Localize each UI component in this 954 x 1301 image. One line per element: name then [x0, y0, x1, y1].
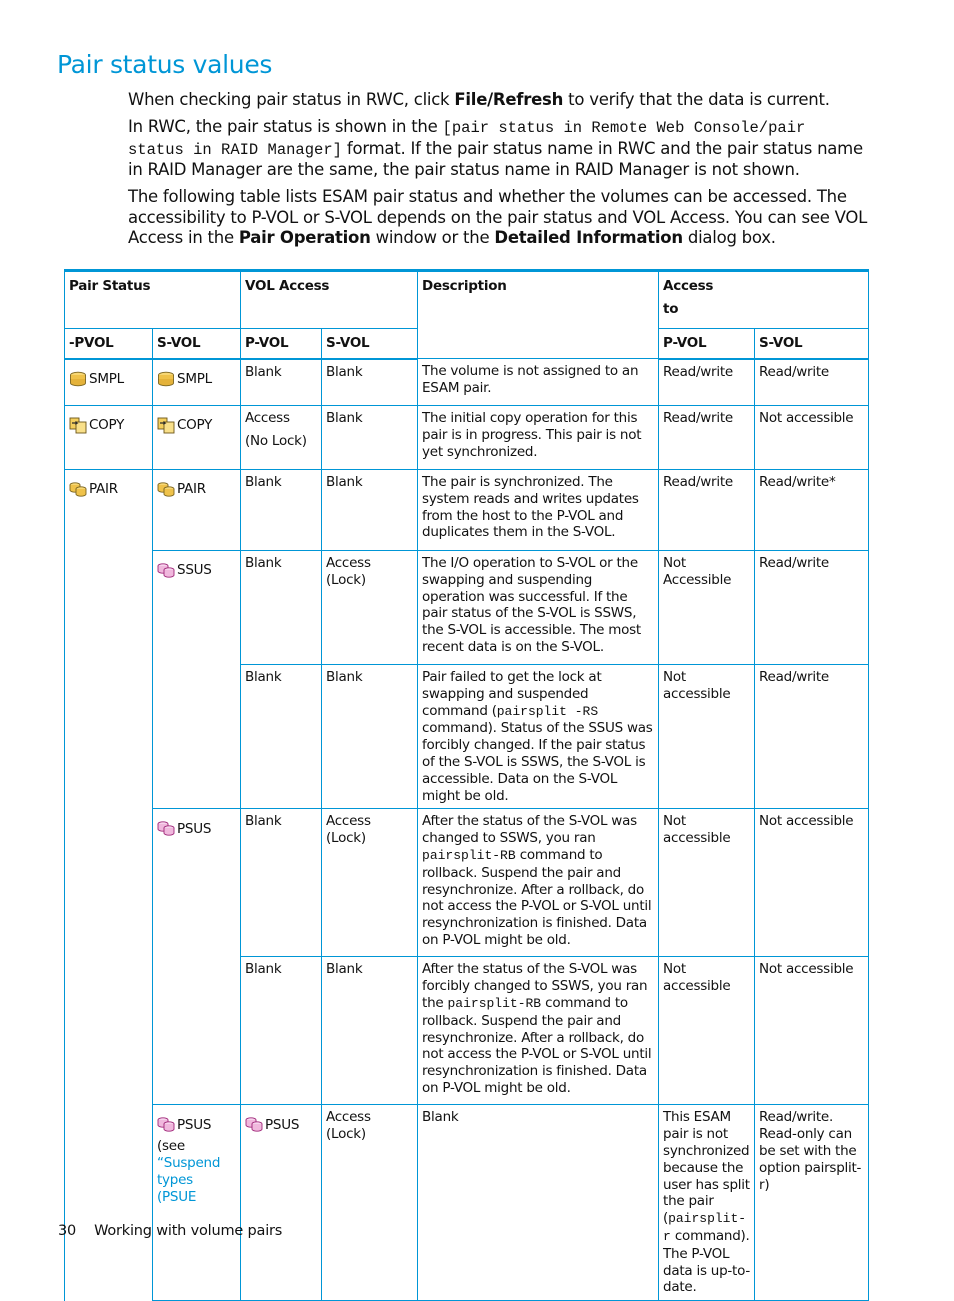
text: When checking pair status in RWC, click	[128, 90, 455, 109]
disk-copy-arrow-icon	[157, 417, 175, 434]
cell-access-svol: Read/write	[755, 551, 869, 665]
cell-access-pvol: Read/write. Read-only can be set with the option pairsplit-r)	[755, 1105, 869, 1301]
header-pair-status: Pair Status	[65, 271, 241, 329]
status-label: SSUS	[177, 562, 212, 579]
cell-access-pvol: Not accessible	[659, 809, 755, 957]
text: After the status of the S-VOL was forcibly changed to SSWS, you ran the	[422, 961, 648, 1011]
header-access-line1: Access	[663, 278, 714, 294]
suspend-types-link[interactable]: “Suspend types (PSUE	[157, 1154, 221, 1205]
status-label: COPY	[177, 417, 213, 434]
status-label: PSUS	[265, 1116, 300, 1133]
cell-svol-status	[153, 470, 241, 551]
cell-vol-access-svol: Blank	[418, 1105, 659, 1301]
table-row	[65, 551, 869, 665]
inline-code: [pair status in Remote Web Console/pair status in RAID Manager]	[128, 119, 806, 159]
cell-description	[418, 809, 659, 957]
cell-vol-access-pvol: Blank	[241, 359, 322, 406]
cell-vol-access-svol: Access (Lock)	[322, 809, 418, 957]
cell-vol-access-svol: Blank	[322, 406, 418, 470]
page-title: Pair status values	[57, 50, 273, 79]
intro-paragraph-1	[128, 90, 868, 111]
text: format. If the pair status name in RWC and the pair status name in RAID Manager are the same, the pair status name in RAID Manager is not shown.	[128, 138, 863, 179]
cell-access-svol: Read/write*	[755, 470, 869, 551]
status-label: SMPL	[177, 370, 212, 387]
text: dialog box.	[682, 228, 776, 247]
cell-access-pvol: Not accessible	[659, 665, 755, 809]
table-row	[65, 809, 869, 957]
cell-svol-status	[153, 406, 241, 470]
cell-pvol-status	[65, 359, 153, 406]
disk-stack-icon	[69, 371, 87, 388]
cell-access-pvol: Not accessible	[659, 957, 755, 1105]
page-footer	[58, 1223, 282, 1239]
inline-code: pairsplit -RS	[496, 703, 599, 719]
cell-access-pvol: Not Accessible	[659, 551, 755, 665]
text: command to rollback. Suspend the pair and resynchronize. After a rollback, do not access the P-VOL or S-VOL until resynchronization is finished. Data on P-VOL might be old.	[422, 846, 652, 948]
cell-description: The I/O operation to S-VOL or the swapping and suspending operation was successful. If the pair status of the S-VOL is SSWS, the S-VOL is accessible. The most recent data is on the S-VOL.	[418, 551, 659, 665]
cell-vol-access-pvol: Blank	[241, 665, 322, 809]
pair-status-table	[64, 269, 869, 1301]
text: command to rollback. Suspend the pair and resynchronize. After a rollback, do not access the P-VOL or S-VOL until resynchronization is finished. Data on P-VOL might be old.	[422, 994, 652, 1096]
cell-access-svol: Not accessible	[755, 809, 869, 957]
header-access-line2: to	[663, 300, 679, 317]
text: After the status of the S-VOL was changed to SSWS, you ran	[422, 813, 637, 847]
text: Pair failed to get the lock at swapping and suspended command (	[422, 669, 602, 719]
cell-svol-status	[153, 551, 241, 809]
table-row	[65, 470, 869, 551]
text: This ESAM pair is not synchronized because the user has split the pair (	[663, 1109, 750, 1227]
header-access-to	[659, 271, 869, 329]
disk-pair-icon	[157, 481, 175, 498]
vol-access-line2: (No Lock)	[245, 432, 307, 449]
table-row	[65, 1105, 869, 1301]
subheader-access-pvol: P-VOL	[659, 329, 755, 359]
see-reference: (see	[157, 1138, 185, 1155]
cell-description: The pair is synchronized. The system reads and writes updates from the host to the P-VOL and duplicates them in the S-VOL.	[418, 470, 659, 551]
status-label: PAIR	[177, 481, 206, 498]
table-row	[65, 359, 869, 406]
subheader-vol-access-pvol: P-VOL	[241, 329, 322, 359]
status-label: COPY	[89, 417, 125, 434]
disk-stack-icon	[157, 371, 175, 388]
text: to verify that the data is current.	[563, 90, 830, 109]
cell-pvol-status	[65, 470, 153, 1301]
cell-vol-access-svol: Blank	[322, 359, 418, 406]
text: command). Status of the SSUS was forcibly changed. If the pair status of the S-VOL is SSWS, the S-VOL is accessible. Data on the S-VOL might be old.	[422, 720, 653, 804]
cell-vol-access-pvol: Blank	[241, 957, 322, 1105]
inline-code: pairsplit-RB	[447, 995, 542, 1011]
cell-description: The initial copy operation for this pair is in progress. This pair is not yet synchronized.	[418, 406, 659, 470]
disk-split-icon	[157, 562, 175, 579]
cell-description	[418, 957, 659, 1105]
text: window or the	[370, 228, 495, 247]
cell-vol-access-pvol: Blank	[241, 551, 322, 665]
table-row	[65, 406, 869, 470]
cell-vol-access-pvol: Blank	[241, 470, 322, 551]
menu-path-file-refresh: File/Refresh	[454, 90, 564, 109]
disk-split-icon	[157, 1116, 175, 1133]
intro-paragraph-2	[128, 117, 868, 181]
subheader-access-svol: S-VOL	[755, 329, 869, 359]
cell-access-svol: Not accessible	[755, 957, 869, 1105]
cell-description	[659, 1105, 755, 1301]
inline-code: pairsplit-r	[663, 1211, 747, 1244]
cell-svol-status	[153, 359, 241, 406]
cell-vol-access-pvol: Access (Lock)	[322, 1105, 418, 1301]
cell-access-svol: Read/write	[755, 665, 869, 809]
status-label: SMPL	[89, 370, 124, 387]
page-number: 30	[58, 1223, 77, 1239]
vol-access-line1: Access	[245, 410, 290, 426]
intro-paragraph-3	[128, 187, 868, 249]
cell-access-pvol: Read/write	[659, 359, 755, 406]
disk-pair-icon	[69, 481, 87, 498]
ui-term-pair-operation: Pair Operation	[238, 228, 371, 247]
cell-description: The volume is not assigned to an ESAM pair.	[418, 359, 659, 406]
cell-vol-access-pvol	[241, 406, 322, 470]
cell-access-svol: Not accessible	[755, 406, 869, 470]
text: command). The P-VOL data is up-to-date.	[663, 1227, 750, 1296]
cell-vol-access-svol: Blank	[322, 957, 418, 1105]
cell-vol-access-svol: Blank	[322, 665, 418, 809]
subheader-svol: S-VOL	[153, 329, 241, 359]
ui-term-detailed-information: Detailed Information	[494, 228, 683, 247]
cell-description	[418, 665, 659, 809]
cell-svol-status	[153, 809, 241, 1105]
status-label: PSUS	[177, 820, 212, 837]
cell-access-svol: Read/write	[755, 359, 869, 406]
cell-access-pvol: Read/write	[659, 406, 755, 470]
cell-pvol-status	[65, 406, 153, 470]
subheader-vol-access-svol: S-VOL	[322, 329, 418, 359]
status-label: PAIR	[89, 481, 118, 498]
disk-split-icon	[245, 1116, 263, 1133]
table-header-row	[65, 271, 869, 329]
cell-access-pvol: Read/write	[659, 470, 755, 551]
disk-split-icon	[157, 820, 175, 837]
cell-pvol-status	[153, 1105, 241, 1301]
disk-copy-arrow-icon	[69, 417, 87, 434]
cell-vol-access-svol: Access (Lock)	[322, 551, 418, 665]
cell-vol-access-svol: Blank	[322, 470, 418, 551]
status-label: PSUS	[177, 1116, 212, 1133]
text: The following table lists ESAM pair status and whether the volumes can be accessed. The accessibility to P-VOL or S-VOL depends on the pair status and VOL Access. You can see VOL Access in the	[128, 187, 868, 247]
cell-vol-access-pvol: Blank	[241, 809, 322, 957]
text: In RWC, the pair status is shown in the	[128, 117, 443, 136]
header-description: Description	[418, 271, 659, 359]
inline-code: pairsplit-RB	[422, 847, 516, 863]
cell-svol-status	[241, 1105, 322, 1301]
header-vol-access: VOL Access	[241, 271, 418, 329]
subheader-pvol: -PVOL	[65, 329, 153, 359]
footer-section-title: Working with volume pairs	[94, 1223, 283, 1239]
